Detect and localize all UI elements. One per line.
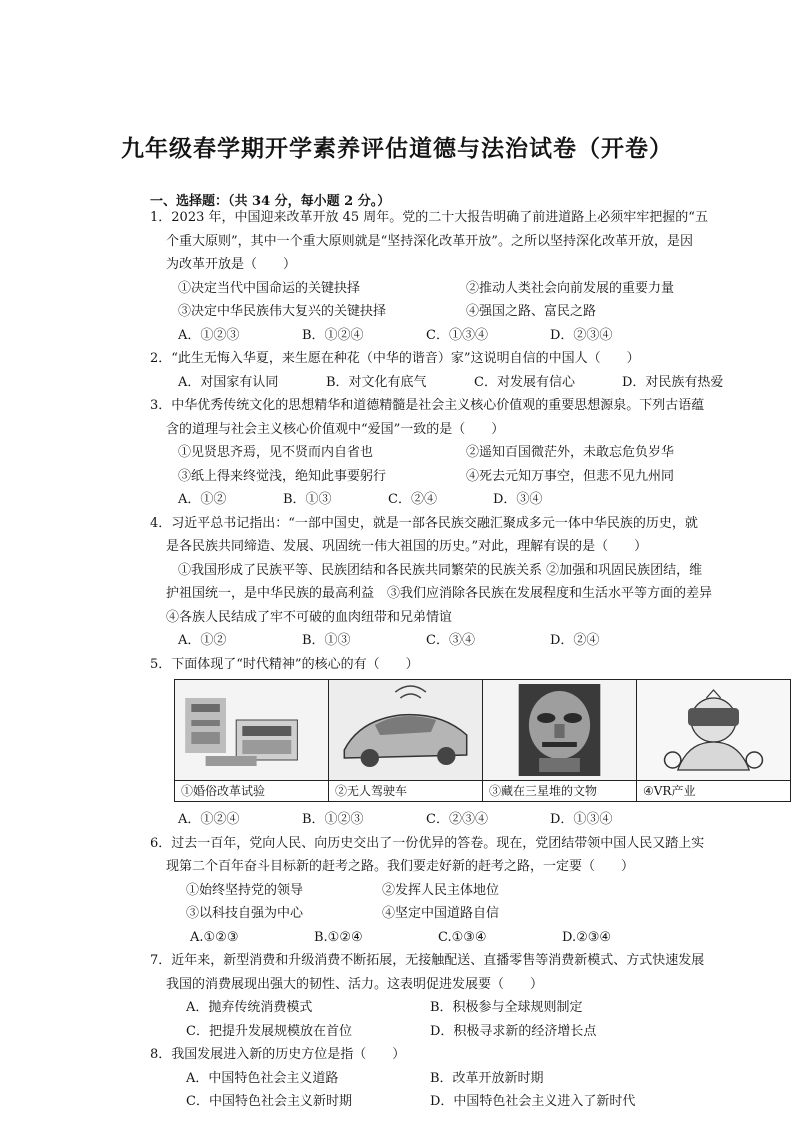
q7-option-c[interactable]: C．把提升发展规模放在首位 bbox=[186, 1023, 352, 1039]
q6-option-b[interactable]: B.①②④ bbox=[314, 929, 363, 945]
q2-option-d[interactable]: D．对民族有热爱 bbox=[622, 374, 724, 390]
q8-option-a[interactable]: A．中国特色社会主义道路 bbox=[186, 1070, 339, 1086]
q1-stem-line-1: 1．2023 年，中国迎来改革开放 45 周年。党的二十大报告明确了前进道路上必须牢牢把握的“五 bbox=[150, 210, 708, 225]
q6-option-a[interactable]: A.①②③ bbox=[190, 929, 239, 945]
question-7 bbox=[150, 949, 790, 1043]
q8-option-d[interactable]: D．中国特色社会主义进入了新时代 bbox=[430, 1094, 636, 1109]
question-2 bbox=[150, 347, 790, 394]
q6-option-d[interactable]: D.②③④ bbox=[562, 929, 612, 945]
q4-option-b[interactable]: B．①③ bbox=[302, 633, 351, 648]
q6-statement-2: ②发挥人民主体地位 bbox=[382, 882, 500, 898]
question-5 bbox=[150, 653, 790, 832]
wedding-reform-image bbox=[175, 680, 328, 780]
exam-body bbox=[150, 206, 790, 1114]
exam-title: 九年级春学期开学素养评估道德与法治试卷（开卷） bbox=[121, 135, 673, 162]
q5-caption-1: ①婚俗改革试验 bbox=[175, 780, 328, 801]
q5-caption-4: ④VR产业 bbox=[637, 780, 790, 801]
q8-option-b[interactable]: B．改革开放新时期 bbox=[430, 1070, 544, 1086]
q5-picture-3 bbox=[483, 680, 637, 801]
q3-statement-1: ①见贤思齐焉，见不贤而内自省也 bbox=[178, 445, 374, 460]
q8-option-c[interactable]: C．中国特色社会主义新时期 bbox=[186, 1094, 352, 1109]
q4-statements-line-2: 护祖国统一，是中华民族的最高利益 ③我们应消除各民族在发展程度和生活水平等方面的差异 bbox=[166, 586, 713, 601]
q3-statement-4: ④死去元知万事空，但悲不见九州同 bbox=[466, 468, 675, 484]
q3-option-c[interactable]: C．②④ bbox=[388, 492, 437, 507]
q5-picture-row bbox=[174, 679, 791, 802]
q2-option-a[interactable]: A．对国家有认同 bbox=[178, 374, 279, 390]
q7-stem-line-2: 我国的消费展现出强大的韧性、活力。这表明促进发展要（ ） bbox=[166, 976, 544, 992]
q4-option-c[interactable]: C．③④ bbox=[426, 633, 475, 648]
q5-option-d[interactable]: D．①③④ bbox=[550, 812, 613, 827]
q7-option-d[interactable]: D．积极寻求新的经济增长点 bbox=[430, 1023, 597, 1039]
q4-statements-line-3: ④各族人民结成了牢不可破的血肉纽带和兄弟情谊 bbox=[166, 609, 453, 625]
q7-stem-line-1: 7．近年来，新型消费和升级消费不断拓展，无接触配送、直播零售等消费新模式、方式快速发展 bbox=[150, 953, 705, 968]
q3-statement-3: ③纸上得来终觉浅，绝知此事要躬行 bbox=[178, 468, 387, 484]
question-3 bbox=[150, 394, 790, 512]
driverless-car-image bbox=[329, 680, 482, 780]
q3-option-a[interactable]: A．①② bbox=[178, 492, 227, 507]
vr-headset-image bbox=[637, 680, 790, 780]
question-8 bbox=[150, 1043, 790, 1114]
q3-stem-line-1: 3．中华优秀传统文化的思想精华和道德精髓是社会主义核心价值观的重要思想源泉。下列古语蕴 bbox=[150, 398, 705, 413]
q8-stem: 8．我国发展进入新的历史方位是指（ ） bbox=[150, 1047, 406, 1062]
q1-statement-1: ①决定当代中国命运的关键抉择 bbox=[178, 280, 361, 296]
q1-option-a[interactable]: A．①②③ bbox=[178, 327, 240, 343]
section-heading: 一、选择题：（共 34 分，每小题 2 分。） bbox=[150, 194, 391, 209]
q5-picture-1 bbox=[175, 680, 329, 801]
q3-option-b[interactable]: B．①③ bbox=[283, 492, 332, 507]
q1-option-d[interactable]: D．②③④ bbox=[550, 327, 613, 343]
q1-statement-3: ③决定中华民族伟大复兴的关键抉择 bbox=[178, 304, 387, 319]
q4-option-d[interactable]: D．②④ bbox=[550, 633, 600, 648]
q1-stem-line-2: 个重大原则”，其中一个重大原则就是“坚持深化改革开放”。之所以坚持深化改革开放，是因 bbox=[166, 233, 693, 249]
q5-option-c[interactable]: C．②③④ bbox=[426, 812, 488, 827]
q2-option-b[interactable]: B．对文化有底气 bbox=[326, 374, 427, 390]
sanxingdui-relic-image bbox=[483, 680, 636, 780]
q6-statement-1: ①始终坚持党的领导 bbox=[186, 882, 304, 898]
q7-option-b[interactable]: B．积极参与全球规则制定 bbox=[430, 1000, 583, 1015]
question-6 bbox=[150, 832, 790, 950]
q6-statement-4: ④坚定中国道路自信 bbox=[382, 906, 500, 921]
q4-stem-line-2: 是各民族共同缔造、发展、巩固统一伟大祖国的历史。”对此，理解有误的是（ ） bbox=[166, 539, 648, 554]
q4-option-a[interactable]: A．①② bbox=[178, 633, 227, 648]
q1-option-b[interactable]: B．①②④ bbox=[302, 327, 364, 343]
q3-statement-2: ②遥知百国微茫外，未敢忘危负岁华 bbox=[466, 445, 675, 460]
question-1 bbox=[150, 206, 790, 347]
q1-statement-4: ④强国之路、富民之路 bbox=[466, 304, 597, 319]
q5-picture-2 bbox=[329, 680, 483, 801]
q5-picture-4 bbox=[637, 680, 790, 801]
q6-stem-line-1: 6．过去一百年，党向人民、向历史交出了一份优异的答卷。现在，党团结带领中国人民又踏上实 bbox=[150, 835, 705, 851]
q5-option-a[interactable]: A．①②④ bbox=[178, 812, 240, 827]
q5-stem: 5．下面体现了“时代精神”的核心的有（ ） bbox=[150, 656, 419, 672]
q6-statement-3: ③以科技自强为中心 bbox=[186, 906, 304, 921]
q6-option-c[interactable]: C.①③④ bbox=[438, 929, 487, 945]
q5-caption-2: ②无人驾驶车 bbox=[329, 780, 482, 801]
q3-stem-line-2: 含的道理与社会主义核心价值观中“爱国”一致的是（ ） bbox=[166, 421, 505, 437]
q1-option-c[interactable]: C．①③④ bbox=[426, 327, 488, 343]
q5-option-b[interactable]: B．①②③ bbox=[302, 812, 364, 827]
q3-option-d[interactable]: D．③④ bbox=[493, 492, 543, 507]
q6-stem-line-2: 现第二个百年奋斗目标新的赶考之路。我们要走好新的赶考之路，一定要（ ） bbox=[166, 859, 635, 874]
q1-statement-2: ②推动人类社会向前发展的重要力量 bbox=[466, 280, 675, 296]
q4-stem-line-1: 4．习近平总书记指出：“一部中国史，就是一部各民族交融汇聚成多元一体中华民族的历史，就 bbox=[150, 515, 698, 531]
q1-stem-line-3: 为改革开放是（ ） bbox=[166, 257, 297, 272]
question-4 bbox=[150, 512, 790, 653]
q7-option-a[interactable]: A．抛弃传统消费模式 bbox=[186, 1000, 313, 1015]
q5-caption-3: ③藏在三星堆的文物 bbox=[483, 780, 636, 801]
q2-option-c[interactable]: C．对发展有信心 bbox=[474, 374, 575, 390]
q2-stem: 2．“此生无悔入华夏，来生愿在种花（中华的谐音）家”这说明自信的中国人（ ） bbox=[150, 351, 640, 366]
q4-statements-line-1: ①我国形成了民族平等、民族团结和各民族共同繁荣的民族关系 ②加强和巩固民族团结，维 bbox=[178, 562, 703, 578]
